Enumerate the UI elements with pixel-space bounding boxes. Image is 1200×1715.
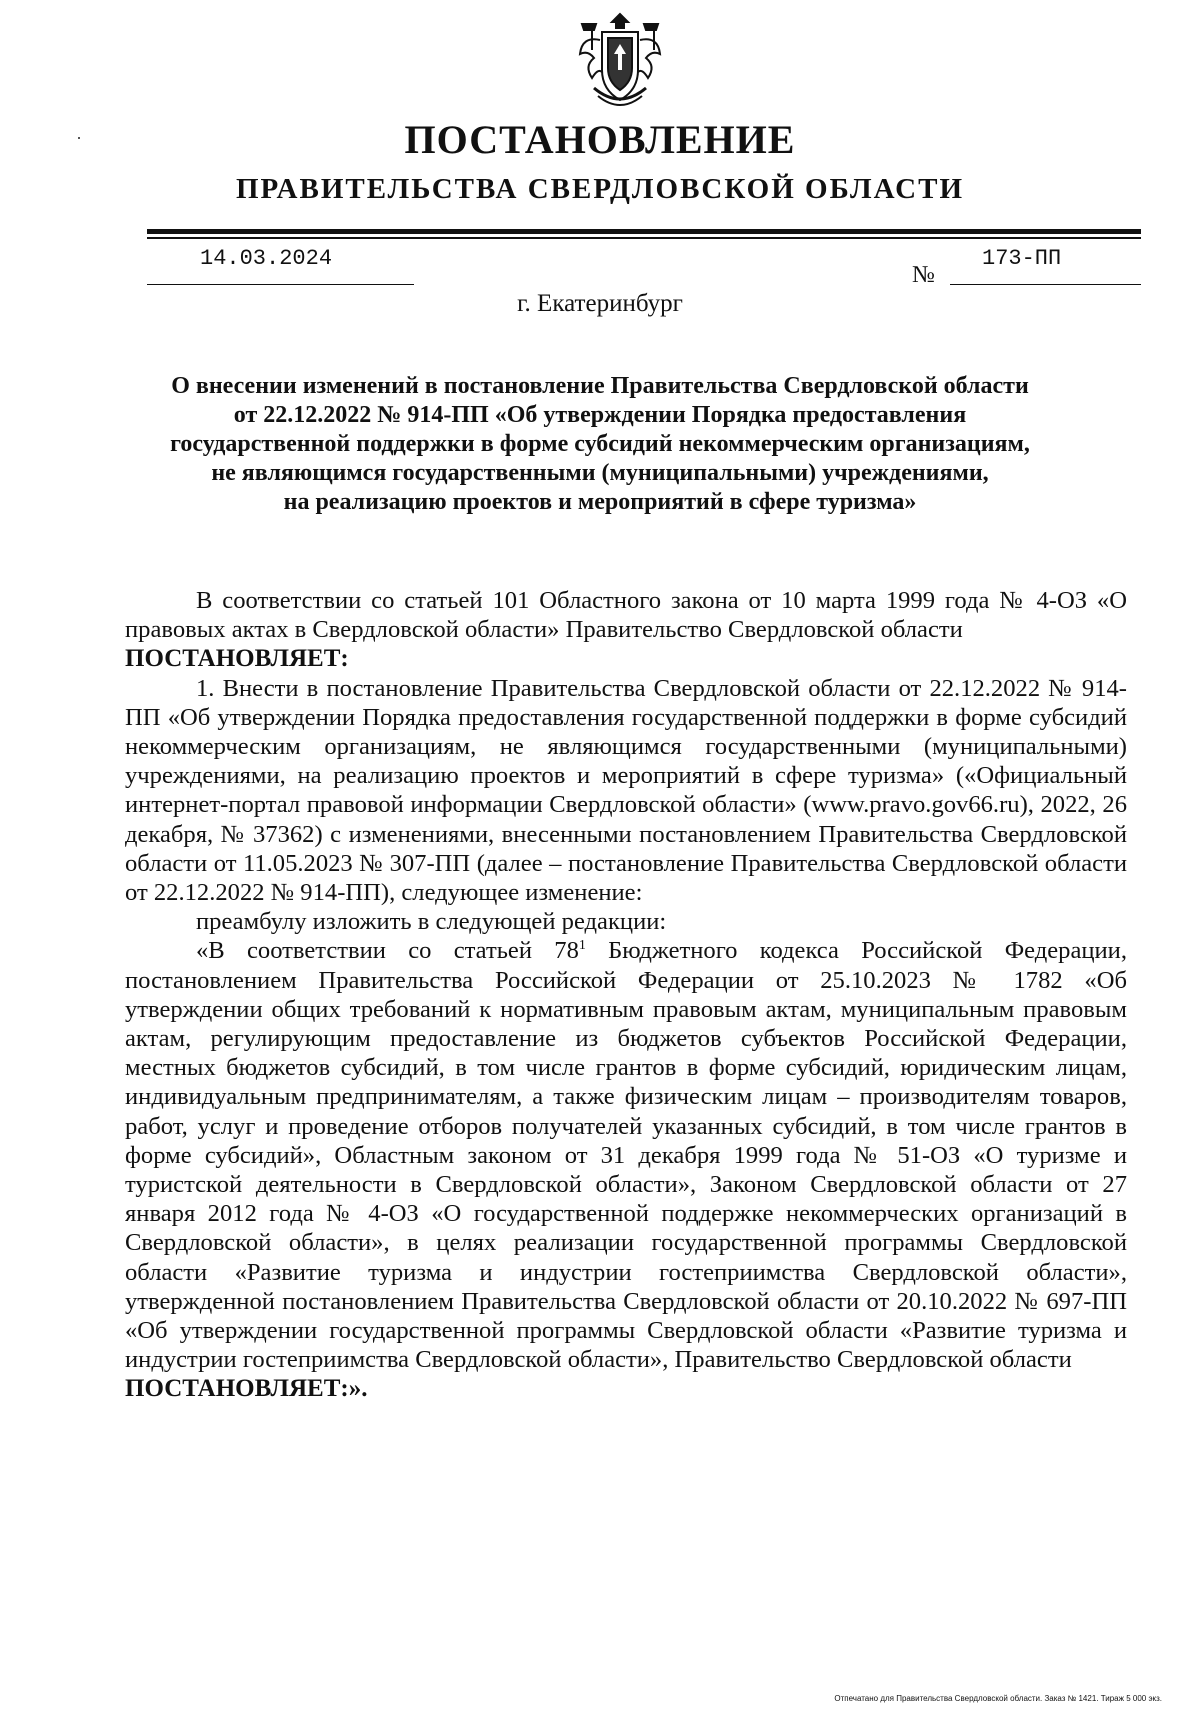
resolves-heading: ПОСТАНОВЛЯЕТ: bbox=[125, 645, 349, 673]
heading-line: О внесении изменений в постановление Правительства Свердловской области bbox=[171, 373, 1029, 399]
document-date: 14.03.2024 bbox=[200, 246, 333, 271]
issue-city: г. Екатеринбург bbox=[517, 290, 683, 317]
number-sign: № bbox=[912, 262, 935, 288]
date-underline bbox=[147, 284, 414, 285]
header-rule-thick bbox=[147, 229, 1141, 234]
new-preamble-start: «В соответствии со статьей 78 bbox=[196, 937, 579, 965]
resolves-closing: ПОСТАНОВЛЯЕТ:». bbox=[125, 1375, 368, 1403]
document-body bbox=[125, 586, 1127, 1404]
document-heading bbox=[130, 372, 1070, 517]
number-underline bbox=[950, 284, 1141, 285]
heading-line: государственной поддержки в форме субсидий некоммерческим организациям, bbox=[170, 431, 1030, 457]
header-rule-thin bbox=[147, 237, 1141, 239]
issuer-name: ПРАВИТЕЛЬСТВА СВЕРДЛОВСКОЙ ОБЛАСТИ bbox=[235, 173, 965, 205]
document-number: 173-ПП bbox=[982, 246, 1062, 271]
document-title: ПОСТАНОВЛЕНИЕ bbox=[404, 117, 796, 162]
coat-of-arms-icon bbox=[572, 10, 668, 118]
print-note: Отпечатано для Правительства Свердловской области. Заказ № 1421. Тираж 5 000 экз. bbox=[834, 1694, 1162, 1703]
amendment-intro-paragraph: преамбулу изложить в следующей редакции: bbox=[196, 908, 667, 936]
heading-line: не являющимся государственными (муниципальными) учреждениями, bbox=[211, 460, 989, 486]
clause-1-paragraph: 1. Внести в постановление Правительства Свердловской области от 22.12.2022 № 914-ПП «Об утверждении Порядка предоставления государственной поддержки в форме субсидий некоммерческим организациям, не являющимся государственными (муниципальными) учреждениями, на реализацию проектов и мероприятий в сфере туризма» («Официальный интернет-портал правовой информации Свердловской области» (www.pravo.gov66.ru), 2022, 26 декабря, № 37362) с изменениями, внесенными постановлением Правительства Свердловской области от 11.05.2023 № 307-ПП (далее – постановление Правительства Свердловской области от 22.12.2022 № 914-ПП), следующее изменение: bbox=[125, 674, 1127, 907]
scan-artifact bbox=[78, 137, 80, 139]
new-preamble-rest: Бюджетного кодекса Российской Федерации, постановлением Правительства Российской Федерации от 25.10.2023 № 1782 «Об утверждении общих требований к нормативным правовым актам, муниципальным правовым актам, регулирующим предоставление из бюджетов субъектов Российской Федерации, местных бюджетов субсидий, в том числе грантов в форме субсидий, юридическим лицам, индивидуальным предпринимателям, а также физическим лицам – производителям товаров, работ, услуг и проведение отборов получателей указанных субсидий, в том числе грантов в форме субсидий», Областным законом от 31 декабря 1999 года № 51-ОЗ «О туризме и туристской деятельности в Свердловской области», Законом Свердловской области от 27 января 2012 года № 4-ОЗ «О государственной поддержке некоммерческих организаций в Свердловской области», в целях реализации государственной программы Свердловской области «Развитие туризма и индустрии гостеприимства Свердловской области», утвержденной постановлением Правительства Свердловской области от 20.10.2022 № 697-ПП «Об утверждении государственной программы Свердловской области «Развитие туризма и индустрии гостеприимства Свердловской области», Правительство Свердловской области bbox=[125, 937, 1127, 1374]
new-preamble-paragraph bbox=[125, 936, 1127, 1374]
article-superscript: 1 bbox=[578, 938, 586, 954]
heading-line: на реализацию проектов и мероприятий в сфере туризма» bbox=[283, 489, 917, 515]
preamble-paragraph: В соответствии со статьей 101 Областного закона от 10 марта 1999 года № 4-ОЗ «О правовых актах в Свердловской области» Правительство Свердловской области bbox=[125, 587, 1127, 644]
heading-line: от 22.12.2022 № 914-ПП «Об утверждении Порядка предоставления bbox=[233, 402, 967, 428]
